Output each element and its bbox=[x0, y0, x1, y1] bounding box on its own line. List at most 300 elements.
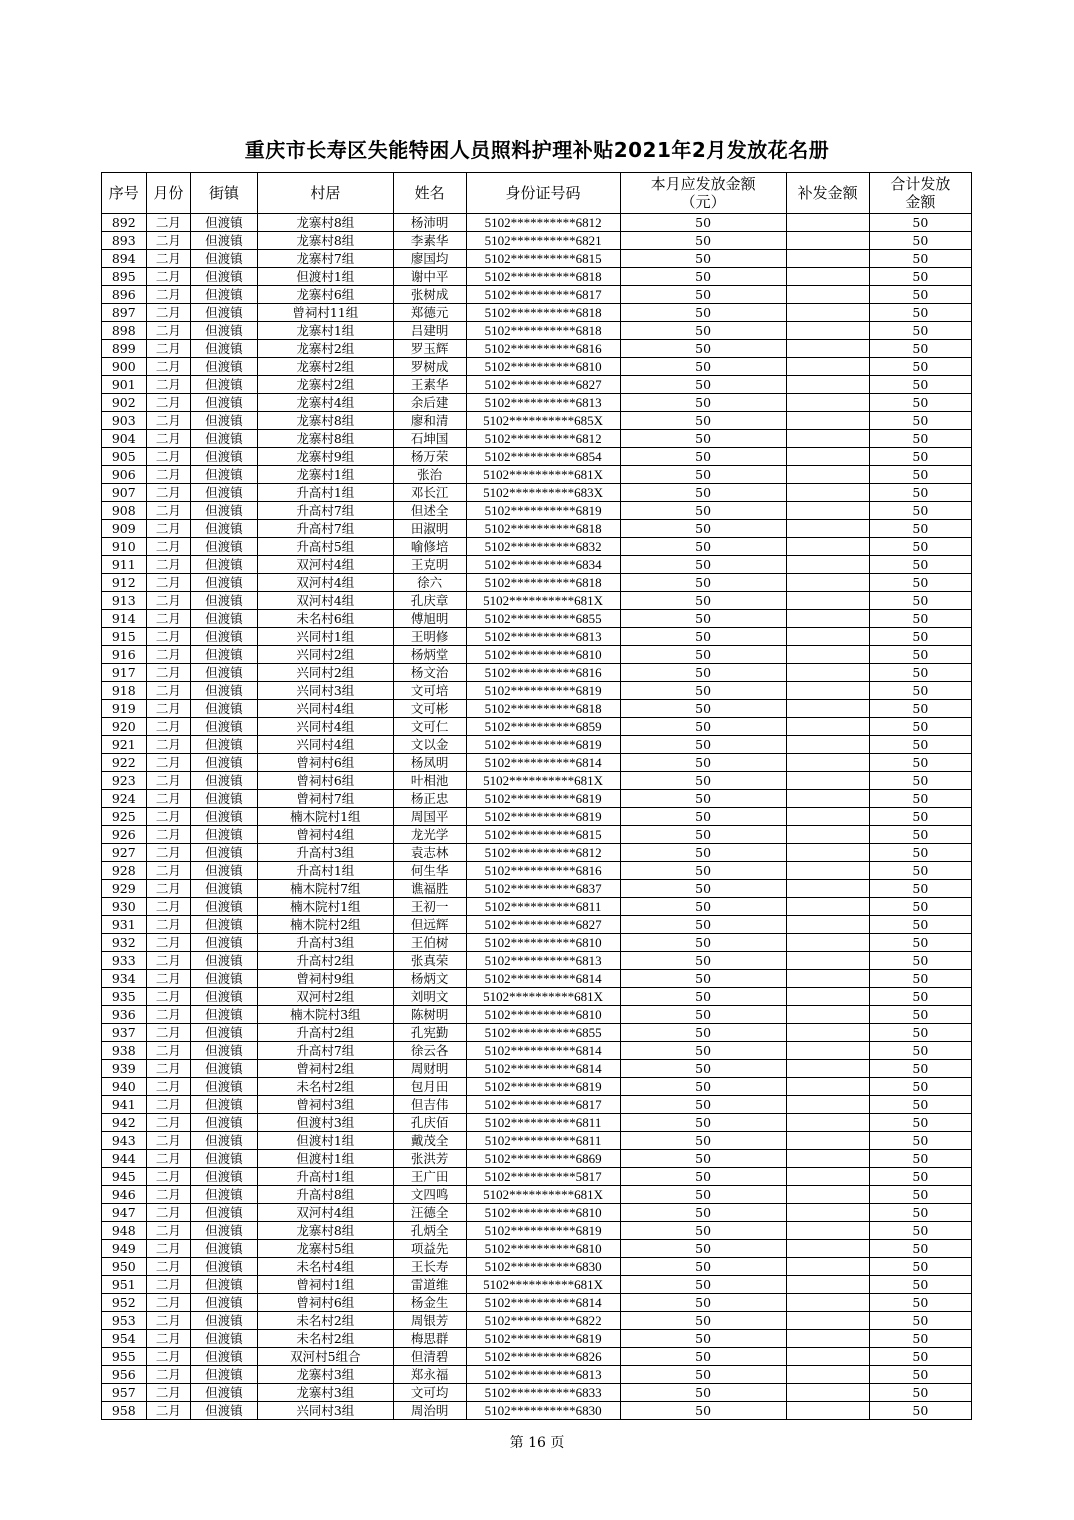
cell-village: 楠木院村2组 bbox=[257, 916, 393, 934]
cell-village: 龙寨村7组 bbox=[257, 250, 393, 268]
cell-total-amount: 50 bbox=[869, 358, 971, 376]
cell-month: 二月 bbox=[146, 232, 191, 250]
cell-month: 二月 bbox=[146, 592, 191, 610]
cell-month: 二月 bbox=[146, 394, 191, 412]
cell-town: 但渡镇 bbox=[191, 1168, 258, 1186]
table-row bbox=[102, 1366, 972, 1384]
cell-supplement-amount bbox=[786, 286, 869, 304]
cell-due-amount: 50 bbox=[620, 1024, 786, 1042]
cell-month: 二月 bbox=[146, 898, 191, 916]
cell-due-amount: 50 bbox=[620, 916, 786, 934]
cell-total-amount: 50 bbox=[869, 304, 971, 322]
cell-town: 但渡镇 bbox=[191, 394, 258, 412]
cell-seq: 929 bbox=[102, 880, 147, 898]
header-total-amount: 合计发放金额 bbox=[869, 173, 971, 214]
table-row bbox=[102, 1060, 972, 1078]
cell-town: 但渡镇 bbox=[191, 754, 258, 772]
cell-total-amount: 50 bbox=[869, 1294, 971, 1312]
cell-supplement-amount bbox=[786, 880, 869, 898]
cell-seq: 915 bbox=[102, 628, 147, 646]
cell-seq: 899 bbox=[102, 340, 147, 358]
cell-name: 罗树成 bbox=[393, 358, 466, 376]
cell-seq: 893 bbox=[102, 232, 147, 250]
cell-seq: 912 bbox=[102, 574, 147, 592]
cell-town: 但渡镇 bbox=[191, 1024, 258, 1042]
cell-seq: 895 bbox=[102, 268, 147, 286]
cell-village: 未名村2组 bbox=[257, 1078, 393, 1096]
cell-total-amount: 50 bbox=[869, 484, 971, 502]
cell-due-amount: 50 bbox=[620, 952, 786, 970]
cell-name: 周国平 bbox=[393, 808, 466, 826]
cell-seq: 954 bbox=[102, 1330, 147, 1348]
cell-id-number: 5102**********6854 bbox=[466, 448, 620, 466]
cell-seq: 939 bbox=[102, 1060, 147, 1078]
cell-town: 但渡镇 bbox=[191, 358, 258, 376]
cell-id-number: 5102**********6810 bbox=[466, 646, 620, 664]
cell-supplement-amount bbox=[786, 1312, 869, 1330]
table-row bbox=[102, 1294, 972, 1312]
cell-total-amount: 50 bbox=[869, 682, 971, 700]
cell-due-amount: 50 bbox=[620, 970, 786, 988]
cell-id-number: 5102**********6814 bbox=[466, 754, 620, 772]
cell-total-amount: 50 bbox=[869, 1402, 971, 1420]
cell-seq: 919 bbox=[102, 700, 147, 718]
cell-village: 楠木院村1组 bbox=[257, 808, 393, 826]
cell-seq: 943 bbox=[102, 1132, 147, 1150]
cell-due-amount: 50 bbox=[620, 502, 786, 520]
cell-total-amount: 50 bbox=[869, 1132, 971, 1150]
cell-name: 杨正忠 bbox=[393, 790, 466, 808]
cell-seq: 907 bbox=[102, 484, 147, 502]
cell-id-number: 5102**********6855 bbox=[466, 1024, 620, 1042]
cell-supplement-amount bbox=[786, 1060, 869, 1078]
cell-supplement-amount bbox=[786, 1258, 869, 1276]
cell-total-amount: 50 bbox=[869, 520, 971, 538]
cell-name: 李素华 bbox=[393, 232, 466, 250]
cell-supplement-amount bbox=[786, 1096, 869, 1114]
cell-month: 二月 bbox=[146, 214, 191, 232]
table-row bbox=[102, 772, 972, 790]
cell-id-number: 5102**********6815 bbox=[466, 250, 620, 268]
table-row bbox=[102, 970, 972, 988]
cell-town: 但渡镇 bbox=[191, 520, 258, 538]
cell-due-amount: 50 bbox=[620, 322, 786, 340]
table-row bbox=[102, 502, 972, 520]
table-row bbox=[102, 340, 972, 358]
cell-village: 龙寨村8组 bbox=[257, 430, 393, 448]
cell-seq: 950 bbox=[102, 1258, 147, 1276]
cell-id-number: 5102**********6813 bbox=[466, 394, 620, 412]
cell-seq: 896 bbox=[102, 286, 147, 304]
cell-town: 但渡镇 bbox=[191, 1348, 258, 1366]
cell-name: 孔宪勤 bbox=[393, 1024, 466, 1042]
cell-month: 二月 bbox=[146, 610, 191, 628]
cell-name: 杨沛明 bbox=[393, 214, 466, 232]
cell-due-amount: 50 bbox=[620, 484, 786, 502]
cell-seq: 928 bbox=[102, 862, 147, 880]
cell-month: 二月 bbox=[146, 754, 191, 772]
cell-seq: 905 bbox=[102, 448, 147, 466]
cell-supplement-amount bbox=[786, 700, 869, 718]
cell-seq: 953 bbox=[102, 1312, 147, 1330]
cell-town: 但渡镇 bbox=[191, 592, 258, 610]
cell-name: 徐六 bbox=[393, 574, 466, 592]
cell-name: 廖和清 bbox=[393, 412, 466, 430]
cell-month: 二月 bbox=[146, 1042, 191, 1060]
table-row bbox=[102, 1006, 972, 1024]
cell-supplement-amount bbox=[786, 1024, 869, 1042]
cell-name: 但述全 bbox=[393, 502, 466, 520]
cell-total-amount: 50 bbox=[869, 502, 971, 520]
table-row bbox=[102, 358, 972, 376]
cell-seq: 917 bbox=[102, 664, 147, 682]
cell-total-amount: 50 bbox=[869, 1330, 971, 1348]
cell-month: 二月 bbox=[146, 340, 191, 358]
cell-seq: 897 bbox=[102, 304, 147, 322]
cell-village: 升高村2组 bbox=[257, 1024, 393, 1042]
cell-month: 二月 bbox=[146, 790, 191, 808]
cell-id-number: 5102**********6813 bbox=[466, 952, 620, 970]
cell-village: 曾祠村11组 bbox=[257, 304, 393, 322]
cell-due-amount: 50 bbox=[620, 358, 786, 376]
cell-village: 升高村2组 bbox=[257, 952, 393, 970]
cell-due-amount: 50 bbox=[620, 286, 786, 304]
table-row bbox=[102, 880, 972, 898]
table-row bbox=[102, 934, 972, 952]
table-row bbox=[102, 1096, 972, 1114]
cell-id-number: 5102**********681X bbox=[466, 466, 620, 484]
cell-town: 但渡镇 bbox=[191, 1384, 258, 1402]
cell-supplement-amount bbox=[786, 556, 869, 574]
cell-village: 兴同村4组 bbox=[257, 700, 393, 718]
cell-name: 邓长江 bbox=[393, 484, 466, 502]
cell-total-amount: 50 bbox=[869, 1312, 971, 1330]
cell-supplement-amount bbox=[786, 466, 869, 484]
cell-town: 但渡镇 bbox=[191, 214, 258, 232]
cell-seq: 901 bbox=[102, 376, 147, 394]
table-row bbox=[102, 1078, 972, 1096]
cell-total-amount: 50 bbox=[869, 970, 971, 988]
cell-due-amount: 50 bbox=[620, 1204, 786, 1222]
cell-seq: 902 bbox=[102, 394, 147, 412]
cell-town: 但渡镇 bbox=[191, 304, 258, 322]
cell-name: 陈树明 bbox=[393, 1006, 466, 1024]
cell-id-number: 5102**********6819 bbox=[466, 1330, 620, 1348]
cell-village: 曾祠村3组 bbox=[257, 1096, 393, 1114]
table-row bbox=[102, 430, 972, 448]
cell-month: 二月 bbox=[146, 646, 191, 664]
cell-total-amount: 50 bbox=[869, 772, 971, 790]
cell-village: 曾祠村6组 bbox=[257, 754, 393, 772]
cell-due-amount: 50 bbox=[620, 898, 786, 916]
cell-name: 但吉伟 bbox=[393, 1096, 466, 1114]
cell-month: 二月 bbox=[146, 1132, 191, 1150]
table-row bbox=[102, 808, 972, 826]
cell-name: 吕建明 bbox=[393, 322, 466, 340]
cell-village: 双河村4组 bbox=[257, 574, 393, 592]
cell-month: 二月 bbox=[146, 1078, 191, 1096]
page-title: 重庆市长寿区失能特困人员照料护理补贴2021年2月发放花名册 bbox=[244, 138, 830, 162]
cell-seq: 904 bbox=[102, 430, 147, 448]
page-footer: 第 16 页 bbox=[509, 1435, 565, 1451]
cell-village: 楠木院村1组 bbox=[257, 898, 393, 916]
cell-total-amount: 50 bbox=[869, 1078, 971, 1096]
cell-town: 但渡镇 bbox=[191, 826, 258, 844]
cell-due-amount: 50 bbox=[620, 790, 786, 808]
cell-town: 但渡镇 bbox=[191, 646, 258, 664]
cell-seq: 938 bbox=[102, 1042, 147, 1060]
cell-supplement-amount bbox=[786, 232, 869, 250]
cell-id-number: 5102**********6810 bbox=[466, 934, 620, 952]
cell-total-amount: 50 bbox=[869, 1114, 971, 1132]
cell-month: 二月 bbox=[146, 628, 191, 646]
cell-due-amount: 50 bbox=[620, 646, 786, 664]
cell-id-number: 5102**********6814 bbox=[466, 1294, 620, 1312]
table-row bbox=[102, 538, 972, 556]
cell-town: 但渡镇 bbox=[191, 718, 258, 736]
table-row bbox=[102, 484, 972, 502]
cell-id-number: 5102**********6830 bbox=[466, 1258, 620, 1276]
cell-id-number: 5102**********6837 bbox=[466, 880, 620, 898]
cell-name: 张洪芳 bbox=[393, 1150, 466, 1168]
cell-name: 梅思群 bbox=[393, 1330, 466, 1348]
table-row bbox=[102, 466, 972, 484]
cell-village: 未名村2组 bbox=[257, 1312, 393, 1330]
cell-due-amount: 50 bbox=[620, 556, 786, 574]
cell-due-amount: 50 bbox=[620, 1258, 786, 1276]
cell-supplement-amount bbox=[786, 1168, 869, 1186]
cell-id-number: 5102**********6814 bbox=[466, 1042, 620, 1060]
header-town: 街镇 bbox=[191, 173, 258, 214]
roster-body bbox=[102, 214, 972, 1420]
header-due-amount: 本月应发放金额（元） bbox=[620, 173, 786, 214]
cell-village: 未名村2组 bbox=[257, 1330, 393, 1348]
cell-month: 二月 bbox=[146, 268, 191, 286]
cell-due-amount: 50 bbox=[620, 826, 786, 844]
cell-name: 雷道维 bbox=[393, 1276, 466, 1294]
cell-month: 二月 bbox=[146, 376, 191, 394]
cell-seq: 921 bbox=[102, 736, 147, 754]
cell-id-number: 5102**********6810 bbox=[466, 1240, 620, 1258]
cell-due-amount: 50 bbox=[620, 736, 786, 754]
cell-due-amount: 50 bbox=[620, 1294, 786, 1312]
cell-name: 王长寿 bbox=[393, 1258, 466, 1276]
cell-id-number: 5102**********6813 bbox=[466, 628, 620, 646]
cell-due-amount: 50 bbox=[620, 1384, 786, 1402]
cell-village: 兴同村3组 bbox=[257, 682, 393, 700]
cell-town: 但渡镇 bbox=[191, 556, 258, 574]
cell-seq: 908 bbox=[102, 502, 147, 520]
cell-seq: 903 bbox=[102, 412, 147, 430]
cell-month: 二月 bbox=[146, 826, 191, 844]
table-row bbox=[102, 1330, 972, 1348]
cell-due-amount: 50 bbox=[620, 376, 786, 394]
table-row bbox=[102, 682, 972, 700]
cell-id-number: 5102**********6811 bbox=[466, 898, 620, 916]
cell-supplement-amount bbox=[786, 1276, 869, 1294]
cell-supplement-amount bbox=[786, 358, 869, 376]
table-row bbox=[102, 1186, 972, 1204]
cell-id-number: 5102**********6819 bbox=[466, 736, 620, 754]
cell-village: 曾祠村9组 bbox=[257, 970, 393, 988]
cell-month: 二月 bbox=[146, 1186, 191, 1204]
cell-id-number: 5102**********685X bbox=[466, 412, 620, 430]
cell-seq: 937 bbox=[102, 1024, 147, 1042]
cell-village: 但渡村1组 bbox=[257, 1132, 393, 1150]
cell-month: 二月 bbox=[146, 1240, 191, 1258]
table-row bbox=[102, 1240, 972, 1258]
cell-month: 二月 bbox=[146, 970, 191, 988]
cell-town: 但渡镇 bbox=[191, 1330, 258, 1348]
cell-name: 但清碧 bbox=[393, 1348, 466, 1366]
cell-month: 二月 bbox=[146, 682, 191, 700]
cell-due-amount: 50 bbox=[620, 592, 786, 610]
cell-total-amount: 50 bbox=[869, 754, 971, 772]
cell-town: 但渡镇 bbox=[191, 700, 258, 718]
cell-seq: 894 bbox=[102, 250, 147, 268]
cell-town: 但渡镇 bbox=[191, 970, 258, 988]
cell-month: 二月 bbox=[146, 934, 191, 952]
cell-supplement-amount bbox=[786, 1384, 869, 1402]
cell-supplement-amount bbox=[786, 520, 869, 538]
cell-total-amount: 50 bbox=[869, 826, 971, 844]
cell-due-amount: 50 bbox=[620, 754, 786, 772]
table-row bbox=[102, 574, 972, 592]
cell-id-number: 5102**********6827 bbox=[466, 376, 620, 394]
cell-seq: 922 bbox=[102, 754, 147, 772]
table-row bbox=[102, 250, 972, 268]
cell-id-number: 5102**********6818 bbox=[466, 574, 620, 592]
cell-supplement-amount bbox=[786, 628, 869, 646]
cell-village: 兴同村2组 bbox=[257, 664, 393, 682]
cell-supplement-amount bbox=[786, 970, 869, 988]
cell-month: 二月 bbox=[146, 1312, 191, 1330]
cell-town: 但渡镇 bbox=[191, 1204, 258, 1222]
cell-id-number: 5102**********6819 bbox=[466, 1222, 620, 1240]
cell-seq: 916 bbox=[102, 646, 147, 664]
cell-due-amount: 50 bbox=[620, 610, 786, 628]
cell-village: 双河村2组 bbox=[257, 988, 393, 1006]
cell-seq: 911 bbox=[102, 556, 147, 574]
cell-total-amount: 50 bbox=[869, 1150, 971, 1168]
cell-month: 二月 bbox=[146, 1348, 191, 1366]
cell-name: 杨炳文 bbox=[393, 970, 466, 988]
cell-village: 升高村7组 bbox=[257, 520, 393, 538]
cell-seq: 957 bbox=[102, 1384, 147, 1402]
table-row bbox=[102, 448, 972, 466]
cell-town: 但渡镇 bbox=[191, 1240, 258, 1258]
table-row bbox=[102, 844, 972, 862]
cell-total-amount: 50 bbox=[869, 916, 971, 934]
cell-total-amount: 50 bbox=[869, 952, 971, 970]
cell-total-amount: 50 bbox=[869, 1006, 971, 1024]
cell-supplement-amount bbox=[786, 484, 869, 502]
cell-total-amount: 50 bbox=[869, 1204, 971, 1222]
cell-due-amount: 50 bbox=[620, 664, 786, 682]
table-row bbox=[102, 214, 972, 232]
cell-month: 二月 bbox=[146, 1294, 191, 1312]
cell-total-amount: 50 bbox=[869, 646, 971, 664]
cell-town: 但渡镇 bbox=[191, 1150, 258, 1168]
cell-supplement-amount bbox=[786, 1042, 869, 1060]
table-row bbox=[102, 790, 972, 808]
cell-village: 龙寨村2组 bbox=[257, 358, 393, 376]
cell-id-number: 5102**********681X bbox=[466, 592, 620, 610]
cell-total-amount: 50 bbox=[869, 340, 971, 358]
cell-due-amount: 50 bbox=[620, 1168, 786, 1186]
table-row bbox=[102, 322, 972, 340]
cell-village: 曾祠村4组 bbox=[257, 826, 393, 844]
cell-due-amount: 50 bbox=[620, 862, 786, 880]
cell-town: 但渡镇 bbox=[191, 1132, 258, 1150]
cell-due-amount: 50 bbox=[620, 1042, 786, 1060]
cell-town: 但渡镇 bbox=[191, 286, 258, 304]
cell-village: 但渡村3组 bbox=[257, 1114, 393, 1132]
cell-total-amount: 50 bbox=[869, 1366, 971, 1384]
cell-village: 升高村3组 bbox=[257, 934, 393, 952]
cell-name: 文可彬 bbox=[393, 700, 466, 718]
cell-village: 双河村4组 bbox=[257, 592, 393, 610]
cell-total-amount: 50 bbox=[869, 1024, 971, 1042]
cell-total-amount: 50 bbox=[869, 880, 971, 898]
cell-name: 徐云各 bbox=[393, 1042, 466, 1060]
cell-due-amount: 50 bbox=[620, 304, 786, 322]
cell-name: 张树成 bbox=[393, 286, 466, 304]
cell-month: 二月 bbox=[146, 412, 191, 430]
cell-supplement-amount bbox=[786, 412, 869, 430]
cell-village: 楠木院村3组 bbox=[257, 1006, 393, 1024]
cell-id-number: 5102**********681X bbox=[466, 1186, 620, 1204]
cell-village: 曾祠村6组 bbox=[257, 772, 393, 790]
cell-id-number: 5102**********6818 bbox=[466, 322, 620, 340]
cell-village: 龙寨村8组 bbox=[257, 232, 393, 250]
cell-id-number: 5102**********6821 bbox=[466, 232, 620, 250]
cell-seq: 958 bbox=[102, 1402, 147, 1420]
cell-village: 龙寨村3组 bbox=[257, 1384, 393, 1402]
cell-town: 但渡镇 bbox=[191, 1366, 258, 1384]
cell-village: 曾祠村7组 bbox=[257, 790, 393, 808]
cell-town: 但渡镇 bbox=[191, 502, 258, 520]
cell-town: 但渡镇 bbox=[191, 664, 258, 682]
cell-due-amount: 50 bbox=[620, 340, 786, 358]
cell-due-amount: 50 bbox=[620, 1078, 786, 1096]
cell-due-amount: 50 bbox=[620, 988, 786, 1006]
table-row bbox=[102, 232, 972, 250]
cell-supplement-amount bbox=[786, 844, 869, 862]
cell-total-amount: 50 bbox=[869, 376, 971, 394]
cell-town: 但渡镇 bbox=[191, 1186, 258, 1204]
cell-seq: 951 bbox=[102, 1276, 147, 1294]
table-row bbox=[102, 1042, 972, 1060]
cell-month: 二月 bbox=[146, 1060, 191, 1078]
cell-id-number: 5102**********6817 bbox=[466, 1096, 620, 1114]
cell-seq: 932 bbox=[102, 934, 147, 952]
header-seq: 序号 bbox=[102, 173, 147, 214]
cell-due-amount: 50 bbox=[620, 412, 786, 430]
cell-name: 何生华 bbox=[393, 862, 466, 880]
cell-name: 杨炳堂 bbox=[393, 646, 466, 664]
cell-seq: 942 bbox=[102, 1114, 147, 1132]
cell-due-amount: 50 bbox=[620, 268, 786, 286]
cell-id-number: 5102**********681X bbox=[466, 988, 620, 1006]
cell-name: 周银芳 bbox=[393, 1312, 466, 1330]
cell-name: 孔庆佰 bbox=[393, 1114, 466, 1132]
table-row bbox=[102, 1132, 972, 1150]
cell-village: 但渡村1组 bbox=[257, 1150, 393, 1168]
cell-supplement-amount bbox=[786, 376, 869, 394]
cell-total-amount: 50 bbox=[869, 1060, 971, 1078]
cell-name: 王初一 bbox=[393, 898, 466, 916]
